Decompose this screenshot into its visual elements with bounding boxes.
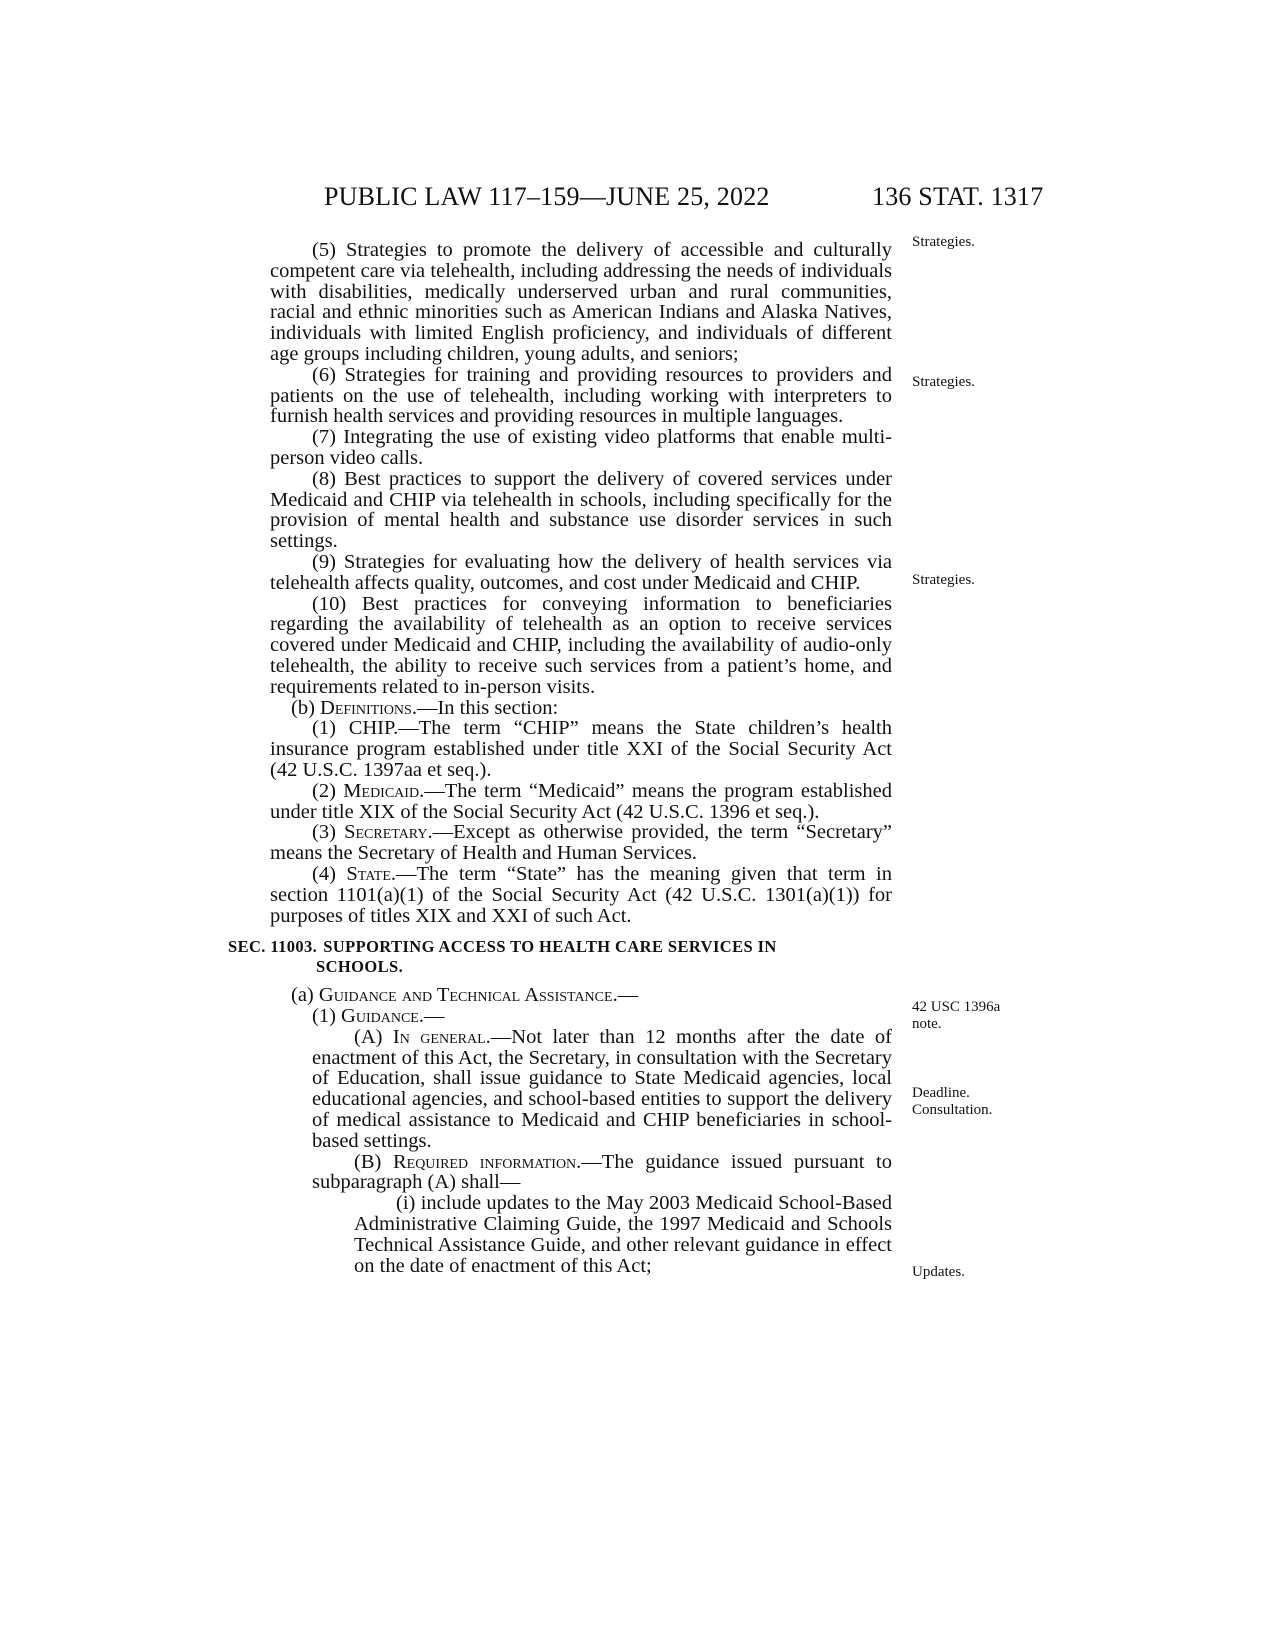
margin-note-consultation: Consultation.	[912, 1102, 993, 1118]
section-title: SUPPORTING ACCESS TO HEALTH CARE SERVICES IN	[323, 937, 777, 957]
paragraph-9: (9) Strategies for evaluating how the delivery of health services via telehealth affects quality, outcomes, and cost under Medicaid and CHIP.	[270, 550, 892, 594]
margin-note-deadline: Deadline.	[912, 1085, 970, 1101]
definitions-heading: (b) Definitions.—In this section:	[291, 696, 559, 719]
margin-note-strategies: Strategies.	[912, 572, 975, 588]
clause-i-updates: (i) include updates to the May 2003 Medicaid School-Based Administrative Claiming Guide, the 1997 Medicaid and Schools Technical Assistance Guide, and other relevant guidance in effect on the date of enactment of this Act;	[354, 1192, 892, 1277]
subparagraph-a-in-general: (A) In general.—Not later than 12 months after the date of enactment of this Act, the Secretary, in consultation with the Secretary of Education, shall issue guidance to State Medicaid agencies, local educational agencies, and school-based entities to support the delivery of medical assistance to Medicaid and CHIP beneficiaries in school-based settings.	[312, 1025, 893, 1152]
definition-chip: (1) CHIP.—The term “CHIP” means the State children’s health insurance program established under title XXI of the Social Security Act (42 U.S.C. 1397aa et seq.).	[270, 717, 892, 781]
definition-state: (4) State.—The term “State” has the meaning given that term in section 1101(a)(1) of the Social Security Act (42 U.S.C. 1301(a)(1)) for purposes of titles XIX and XXI of such Act.	[270, 862, 893, 927]
running-header-page-number: 136 STAT. 1317	[872, 182, 1044, 211]
definition-secretary: (3) Secretary.—Except as otherwise provided, the term “Secretary” means the Secretary of Health and Human Services.	[270, 821, 893, 865]
margin-note-usc-citation: 42 USC 1396a	[912, 999, 1001, 1015]
margin-note-updates: Updates.	[912, 1264, 965, 1280]
section-heading	[228, 937, 892, 977]
section-number: SEC. 11003.	[228, 937, 318, 957]
paragraph-6: (6) Strategies for training and providing resources to providers and patients on the use of telehealth, including working with interpreters to furnish health services and providing resources in multiple languages.	[270, 363, 892, 428]
definition-medicaid: (2) Medicaid.—The term “Medicaid” means the program established under title XIX of the Social Security Act (42 U.S.C. 1396 et seq.).	[270, 779, 892, 823]
paragraph-1-guidance-heading: (1) Guidance.—	[312, 1005, 445, 1028]
section-title-continuation: SCHOOLS.	[316, 957, 404, 977]
margin-note-usc-note: note.	[912, 1016, 942, 1032]
paragraph-7: (7) Integrating the use of existing video platforms that enable multi-person video calls.	[270, 426, 892, 469]
paragraph-10: (10) Best practices for conveying information to beneficiaries regarding the availability of telehealth as an option to receive services covered under Medicaid and CHIP, including the availability of audio-only telehealth, the ability to receive such services from a patient’s home, and requirements related to in-person visits.	[270, 592, 892, 698]
paragraph-5: (5) Strategies to promote the delivery of accessible and culturally competent care via telehealth, including addressing the needs of individuals with disabilities, medically underserved urban and rural communities, racial and ethnic minorities such as American Indians and Alaska Natives, individuals with limited English proficiency, and individuals of different age groups including children, young adults, and seniors;	[270, 239, 892, 365]
margin-note-strategies: Strategies.	[912, 234, 975, 250]
margin-note-strategies: Strategies.	[912, 374, 975, 390]
body-text	[228, 239, 893, 1277]
running-header-title: PUBLIC LAW 117–159—JUNE 25, 2022	[324, 182, 770, 211]
subsection-a-heading: (a) Guidance and Technical Assistance.—	[291, 984, 639, 1007]
subparagraph-b-required-information: (B) Required information.—The guidance issued pursuant to subparagraph (A) shall—	[312, 1150, 892, 1194]
paragraph-8: (8) Best practices to support the delivery of covered services under Medicaid and CHIP via telehealth in schools, including specifically for the provision of mental health and substance use disorder services in such settings.	[270, 467, 892, 553]
